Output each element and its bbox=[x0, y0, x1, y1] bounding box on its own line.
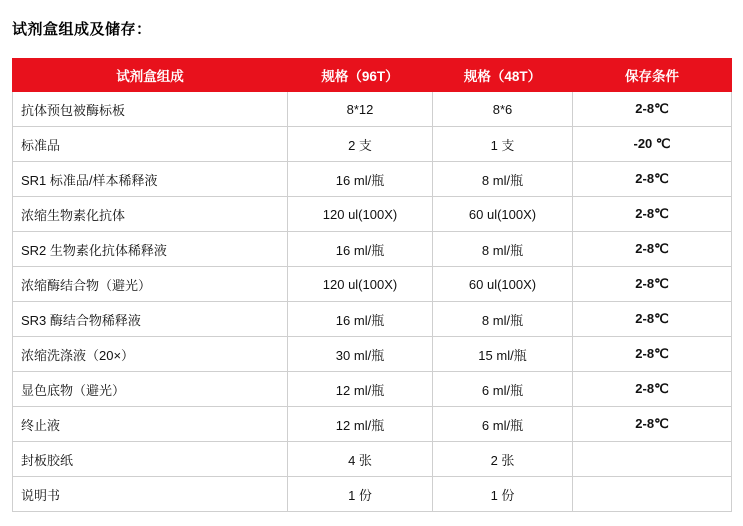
cell-spec-48t: 60 ul(100X) bbox=[433, 197, 573, 232]
cell-spec-48t: 6 ml/瓶 bbox=[433, 407, 573, 442]
cell-component: SR3 酶结合物稀释液 bbox=[13, 302, 288, 337]
cell-component: 封板胶纸 bbox=[13, 442, 288, 477]
cell-spec-96t: 16 ml/瓶 bbox=[288, 232, 433, 267]
cell-storage: 2-8℃ bbox=[573, 92, 732, 127]
cell-spec-48t: 60 ul(100X) bbox=[433, 267, 573, 302]
cell-spec-96t: 30 ml/瓶 bbox=[288, 337, 433, 372]
table-row bbox=[13, 337, 732, 372]
cell-spec-48t: 1 份 bbox=[433, 477, 573, 512]
cell-storage: 2-8℃ bbox=[573, 337, 732, 372]
cell-component: SR1 标准品/样本稀释液 bbox=[13, 162, 288, 197]
kit-composition-table-container bbox=[12, 58, 731, 512]
cell-spec-96t: 8*12 bbox=[288, 92, 433, 127]
cell-component: 浓缩酶结合物（避光） bbox=[13, 267, 288, 302]
cell-component: 浓缩生物素化抗体 bbox=[13, 197, 288, 232]
cell-component: 标准品 bbox=[13, 127, 288, 162]
cell-storage: 2-8℃ bbox=[573, 407, 732, 442]
column-header-spec-96t: 规格（96T） bbox=[288, 59, 433, 92]
table-row bbox=[13, 477, 732, 512]
cell-spec-96t: 16 ml/瓶 bbox=[288, 162, 433, 197]
cell-storage: 2-8℃ bbox=[573, 197, 732, 232]
cell-spec-48t: 8 ml/瓶 bbox=[433, 302, 573, 337]
cell-spec-48t: 2 张 bbox=[433, 442, 573, 477]
cell-spec-48t: 6 ml/瓶 bbox=[433, 372, 573, 407]
table-body bbox=[13, 92, 732, 512]
column-header-spec-48t: 规格（48T） bbox=[433, 59, 573, 92]
cell-component: 浓缩洗涤液（20×） bbox=[13, 337, 288, 372]
cell-spec-96t: 12 ml/瓶 bbox=[288, 407, 433, 442]
table-header-row bbox=[13, 59, 732, 92]
table-row bbox=[13, 302, 732, 337]
cell-spec-96t: 120 ul(100X) bbox=[288, 197, 433, 232]
cell-spec-48t: 15 ml/瓶 bbox=[433, 337, 573, 372]
cell-spec-48t: 8*6 bbox=[433, 92, 573, 127]
table-header bbox=[13, 59, 732, 92]
column-header-storage: 保存条件 bbox=[573, 59, 732, 92]
cell-spec-48t: 1 支 bbox=[433, 127, 573, 162]
cell-component: 终止液 bbox=[13, 407, 288, 442]
table-row bbox=[13, 442, 732, 477]
cell-storage: 2-8℃ bbox=[573, 372, 732, 407]
cell-spec-48t: 8 ml/瓶 bbox=[433, 162, 573, 197]
cell-storage: 2-8℃ bbox=[573, 302, 732, 337]
table-row bbox=[13, 127, 732, 162]
cell-storage: -20 ℃ bbox=[573, 127, 732, 162]
table-row bbox=[13, 232, 732, 267]
cell-storage bbox=[573, 442, 732, 477]
cell-component: 抗体预包被酶标板 bbox=[13, 92, 288, 127]
column-header-component: 试剂盒组成 bbox=[13, 59, 288, 92]
cell-spec-96t: 4 张 bbox=[288, 442, 433, 477]
table-row bbox=[13, 162, 732, 197]
cell-spec-96t: 1 份 bbox=[288, 477, 433, 512]
cell-component: SR2 生物素化抗体稀释液 bbox=[13, 232, 288, 267]
table-row bbox=[13, 407, 732, 442]
cell-spec-96t: 2 支 bbox=[288, 127, 433, 162]
page-title: 试剂盒组成及储存： bbox=[12, 21, 152, 38]
table-row bbox=[13, 92, 732, 127]
cell-storage: 2-8℃ bbox=[573, 162, 732, 197]
cell-spec-96t: 16 ml/瓶 bbox=[288, 302, 433, 337]
table-row bbox=[13, 372, 732, 407]
table-row bbox=[13, 197, 732, 232]
cell-spec-48t: 8 ml/瓶 bbox=[433, 232, 573, 267]
kit-composition-table bbox=[12, 58, 732, 512]
cell-storage bbox=[573, 477, 732, 512]
table-row bbox=[13, 267, 732, 302]
cell-component: 说明书 bbox=[13, 477, 288, 512]
cell-spec-96t: 120 ul(100X) bbox=[288, 267, 433, 302]
cell-storage: 2-8℃ bbox=[573, 267, 732, 302]
cell-component: 显色底物（避光） bbox=[13, 372, 288, 407]
cell-spec-96t: 12 ml/瓶 bbox=[288, 372, 433, 407]
cell-storage: 2-8℃ bbox=[573, 232, 732, 267]
